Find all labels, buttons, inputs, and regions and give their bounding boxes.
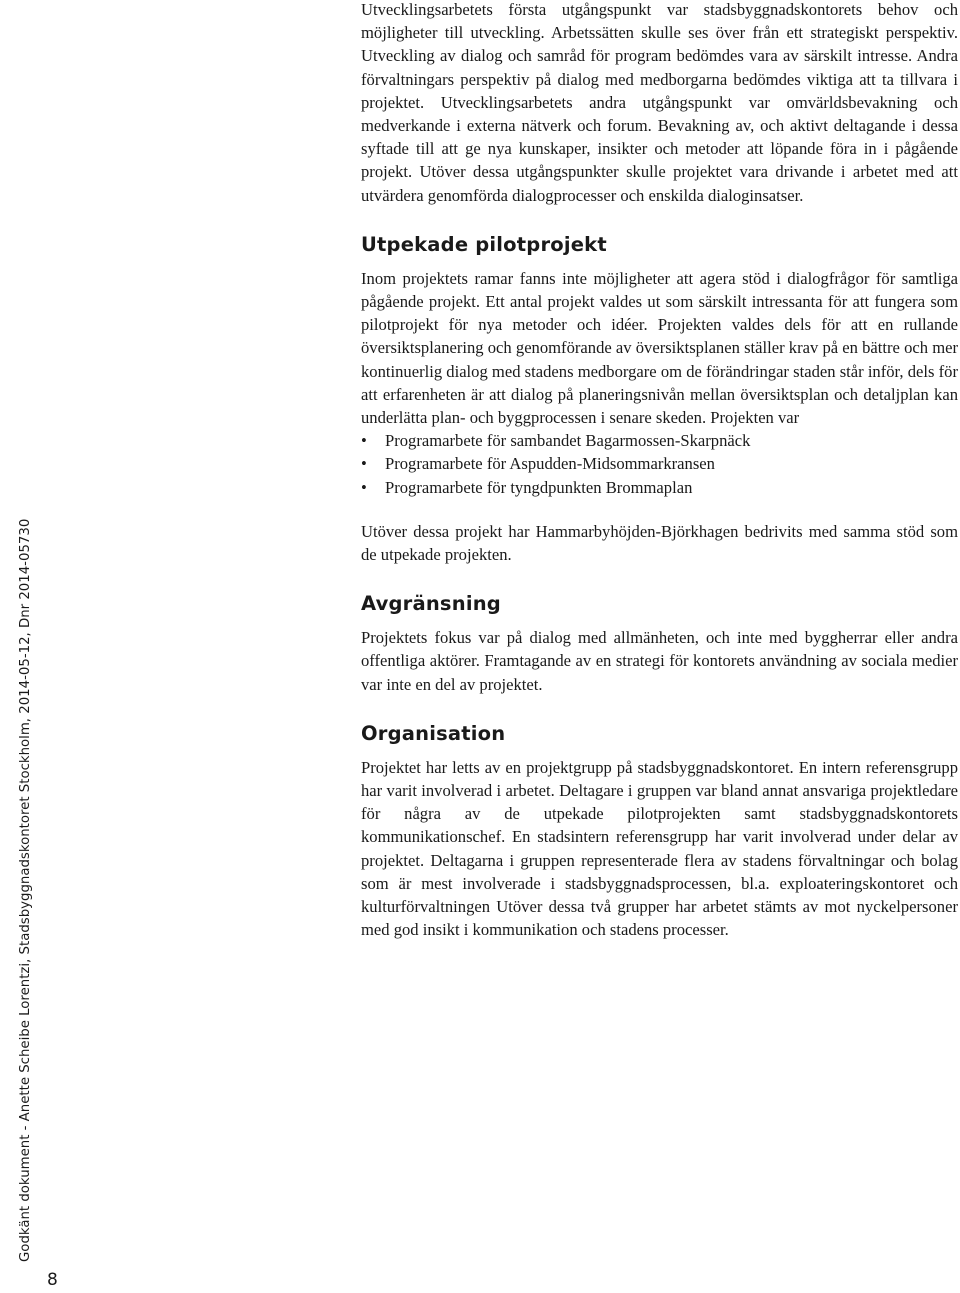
list-item-text: Programarbete för Aspudden-Midsommarkransen (385, 454, 715, 474)
list-item (361, 476, 958, 499)
list-item (361, 452, 958, 475)
intro-paragraph: Utvecklingsarbetets första utgångspunkt var stadsbyggnadskontorets behov och möjligheter till utveckling. Arbetssätten skulle ses över från ett strategiskt perspektiv. Utveckling av dialog och samråd för program bedömdes vara av särskilt intresse. Andra förvaltningars perspektiv på dialog med medborgarna bedömdes viktiga att ta tillvara i projektet. Utvecklingsarbetets andra utgångspunkt var omvärldsbevakning och medverkande i externa nätverk och forum. Bevakning av, och aktivt deltagande i dessa syftade till att ge nya kunskaper, insikter och metoder att löpande föra in i pågående projekt. Utöver dessa utgångspunkter skulle projektet vara drivande i arbetet med att utvärdera genomförda dialogprocesser och enskilda dialoginsatser. (361, 0, 958, 205)
bullet-icon: • (361, 431, 367, 451)
main-content (361, 0, 958, 942)
heading-pilot-projects: Utpekade pilotprojekt (361, 232, 607, 256)
section-scope (361, 592, 958, 696)
organisation-paragraph: Projektet har letts av en projektgrupp på stadsbyggnadskontoret. En intern referensgrupp har varit involverad i arbetet. Deltagare i gruppen var bland annat ansvariga projektledare för några av de utpekade pilotprojekten samt stadsbyggnadskontorets kommunikationschef. En stadsintern referensgrupp har varit involverad under delar av projektet. Deltagarna i gruppen representerade flera av stadens förvaltningar och bolag som är mest involverade i stadsbyggnadsprocessen, bl.a. exploateringskontoret och kulturförvaltningen Utöver dessa två grupper har arbetet stämts av mot nyckelpersoner med god insikt i kommunikation och stadens processer. (361, 757, 958, 940)
pilot-paragraph: Inom projektets ramar fanns inte möjligheter att agera stöd i dialogfrågor för samtliga pågående projekt. Ett antal projekt valdes ut som särskilt intressanta för att fungera som pilotprojekt för nya metoder och idéer. Projekten valdes dels för att en rullande översiktsplanering och genomförande av översiktsplanen ställer krav på en bättre och mer kontinuerlig dialog med stadens medborgare om de förändringar staden står inför, dels för att erfarenheten är att dialog på planeringsnivån mellan översiktsplan och detaljplan kan underlätta plan- och byggprocessen i senare skeden. Projekten var (361, 268, 958, 428)
pilot-after-paragraph: Utöver dessa projekt har Hammarbyhöjden-Björkhagen bedrivits med samma stöd som de utpekade projekten. (361, 521, 958, 565)
heading-scope: Avgränsning (361, 592, 501, 616)
pilot-project-list (361, 429, 958, 499)
list-item (361, 429, 958, 452)
bullet-icon: • (361, 477, 367, 497)
list-item-text: Programarbete för sambandet Bagarmossen-Skarpnäck (385, 431, 751, 451)
section-organisation (361, 722, 958, 942)
section-pilot-projects (361, 233, 958, 566)
bullet-icon: • (361, 454, 367, 474)
scope-paragraph: Projektets fokus var på dialog med allmänheten, och inte med byggherrar eller andra offentliga aktörer. Framtagande av en strategi för kontorets användning av sociala medier var inte en del av projektet. (361, 628, 958, 694)
heading-organisation: Organisation (361, 721, 506, 745)
approval-sidebar-text: Godkänt dokument - Anette Scheibe Lorentzi, Stadsbyggnadskontoret Stockholm, 2014-05-12, Dnr 2014-05730 (18, 518, 33, 1262)
list-item-text: Programarbete för tyngdpunkten Brommaplan (385, 477, 693, 497)
page-number: 8 (47, 1270, 58, 1290)
